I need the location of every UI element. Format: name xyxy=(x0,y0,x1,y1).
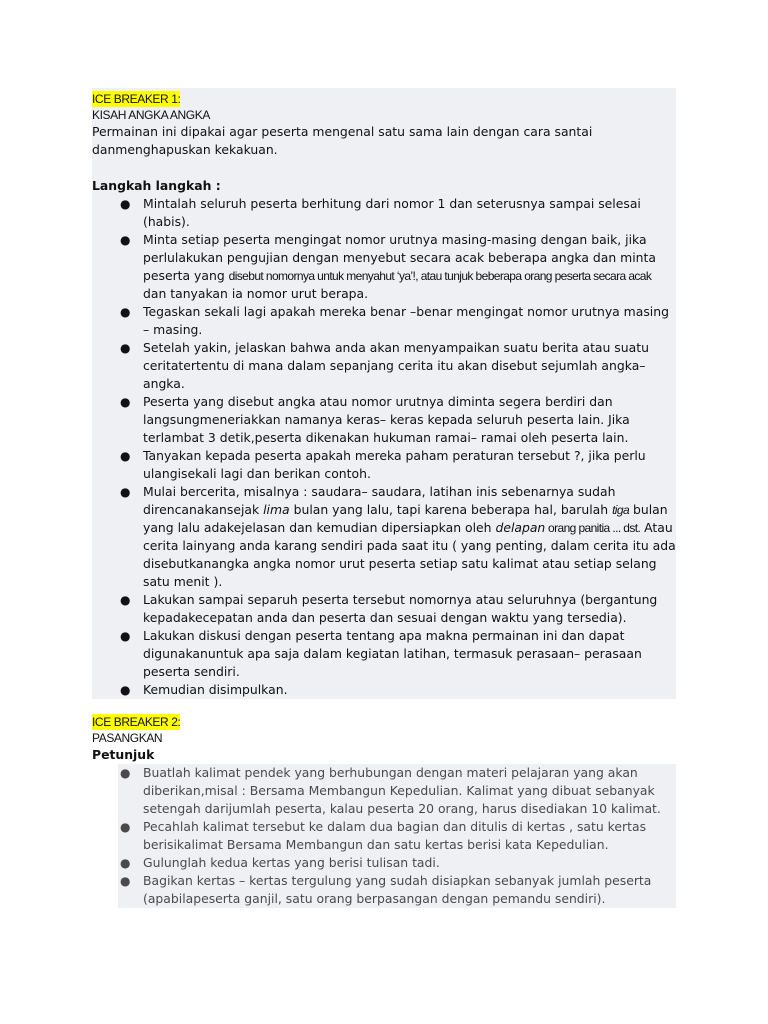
bullet-icon: ● xyxy=(120,233,131,247)
bullet-icon: ● xyxy=(120,874,131,888)
section-ice-breaker-1 xyxy=(92,88,676,699)
list-item: ● Peserta yang disebut angka atau nomor urutnya diminta segera berdiri dan langsungmeneriakkan namanya keras– keras kepada seluruh peserta lain. Jika terlambat 3 detik,peserta dikenakan hukuman ramai– ramai oleh peserta lain. xyxy=(120,394,630,445)
list-item: ● Tanyakan kepada peserta apakah mereka paham peraturan tersebut ?, jika perlu ulangisekali lagi dan berikan contoh. xyxy=(120,448,646,481)
list-item: ● Buatlah kalimat pendek yang berhubungan dengan materi pelajaran yang akan diberikan,misal : Bersama Membangun Kepedulian. Kalimat yang dibuat sebanyak setengah darijumlah peserta, kalau peserta 20 orang, harus disediakan 10 kalimat. xyxy=(120,765,661,816)
list-item: ● Lakukan diskusi dengan peserta tentang apa makna permainan ini dan dapat digunakanuntuk apa saja dalam kegiatan latihan, termasuk perasaan– perasaan peserta sendiri. xyxy=(120,628,642,679)
bullet-icon: ● xyxy=(120,820,131,834)
bullet-icon: ● xyxy=(120,449,131,463)
bullet-icon: ● xyxy=(120,305,131,319)
list-item: ● Bagikan kertas – kertas tergulung yang sudah disiapkan sebanyak jumlah peserta (apabilapeserta ganjil, satu orang berpasangan dengan pemandu sendiri). xyxy=(120,873,652,906)
bullet-icon: ● xyxy=(120,683,131,697)
bullet-icon: ● xyxy=(120,485,131,499)
bullet-icon: ● xyxy=(120,395,131,409)
list-item: ● Minta setiap peserta mengingat nomor urutnya masing-masing dengan baik, jika perlulakukan pengujian dengan menyebut secara acak beberapa angka dan minta peserta yang disebut nomornya untuk menyahut ‘ya’!, atau tunjuk beberapa orang peserta secara acak dan tanyakan ia nomor urut berapa. xyxy=(120,232,656,301)
list-item: ● Mintalah seluruh peserta berhitung dari nomor 1 dan seterusnya sampai selesai (habis). xyxy=(120,196,641,229)
section-heading: ICE BREAKER 2: xyxy=(92,715,181,729)
instructions-list xyxy=(92,764,676,908)
instructions-label: Petunjuk xyxy=(92,747,155,762)
bullet-icon: ● xyxy=(120,341,131,355)
intro-paragraph: Permainan ini dipakai agar peserta mengenal satu sama lain dengan cara santai danmenghapuskan kekakuan. xyxy=(92,124,593,157)
section-subtitle: PASANGKAN xyxy=(92,731,163,745)
list-item: ● Setelah yakin, jelaskan bahwa anda akan menyampaikan suatu berita atau suatu ceritatertentu di mana dalam sepanjang cerita itu akan disebut sejumlah angka– angka. xyxy=(120,340,649,391)
steps-list xyxy=(92,195,676,699)
bullet-icon: ● xyxy=(120,766,131,780)
document-page xyxy=(92,88,676,908)
steps-label: Langkah langkah : xyxy=(92,178,221,193)
list-item: ● Tegaskan sekali lagi apakah mereka benar –benar mengingat nomor urutnya masing – masing. xyxy=(120,304,669,337)
section-subtitle: KISAH ANGKA ANGKA xyxy=(92,108,210,122)
instructions-block xyxy=(118,764,676,908)
section-heading: ICE BREAKER 1: xyxy=(92,92,181,106)
list-item: ● Lakukan sampai separuh peserta tersebut nomornya atau seluruhnya (bergantung kepadakecepatan anda dan peserta dan sesuai dengan waktu yang tersedia). xyxy=(120,592,658,625)
list-item: ● Gulunglah kedua kertas yang berisi tulisan tadi. xyxy=(120,855,440,870)
bullet-icon: ● xyxy=(120,856,131,870)
bullet-icon: ● xyxy=(120,629,131,643)
list-item: ● Kemudian disimpulkan. xyxy=(120,682,288,697)
list-item: ● Mulai bercerita, misalnya : saudara– saudara, latihan inis sebenarnya sudah direncanakansejak lima bulan yang lalu, tapi karena beberapa hal, barulah tiga bulan yang lalu adakejelasan dan kemudian dipersiapkan oleh delapan orang panitia ... dst. Atau cerita lainyang anda karang sendiri pada saat itu ( yang penting, dalam cerita itu ada disebutkanangka angka nomor urut peserta setiap satu kalimat atau setiap selang satu menit ). xyxy=(120,484,676,589)
bullet-icon: ● xyxy=(120,197,131,211)
list-item: ● Pecahlah kalimat tersebut ke dalam dua bagian dan ditulis di kertas , satu kertas berisikalimat Bersama Membangun dan satu kertas berisi kata Kepedulian. xyxy=(120,819,647,852)
bullet-icon: ● xyxy=(120,593,131,607)
section-ice-breaker-2 xyxy=(92,711,676,908)
